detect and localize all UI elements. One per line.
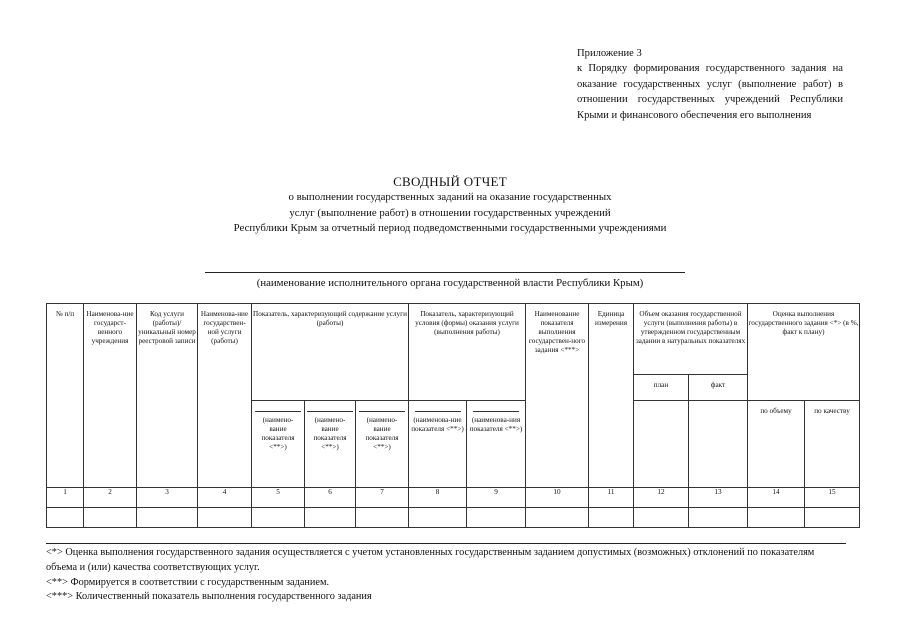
empty-cell <box>137 508 198 528</box>
header-plan: план <box>634 375 689 401</box>
indicator-placeholder-9 <box>467 401 526 488</box>
indicator-placeholder-7-text: (наимено-вание показателя <**>) <box>365 416 399 451</box>
header-content-indicator: Показатель, характеризующий содержание услуги (работы) <box>252 304 409 401</box>
header-unit: Единица измерения <box>589 304 634 488</box>
column-number: 8 <box>409 488 467 508</box>
report-title: СВОДНЫЙ ОТЧЕТ <box>393 174 507 189</box>
column-number: 12 <box>634 488 689 508</box>
header-institution: Наименова-ние государст-венного учреждения <box>84 304 137 488</box>
empty-cell <box>198 508 252 528</box>
empty-cell <box>634 508 689 528</box>
footnotes <box>46 543 846 605</box>
footnote-3: <***> Количественный показатель выполнения государственного задания <box>46 591 372 603</box>
fact-cell <box>689 401 748 488</box>
header-by-quality: по качеству <box>805 401 860 488</box>
empty-cell <box>409 508 467 528</box>
empty-cell <box>805 508 860 528</box>
header-volume: Объем оказания государственной услуги (выполнения работы) в утвержденном государственным задании в натуральных показателях <box>634 304 748 375</box>
header-service-code: Код услуги (работы)/ уникальный номер реестровой записи <box>137 304 198 488</box>
report-subtitle-line-3: Республики Крым за отчетный период подведомственными государственными учреждениями <box>233 222 667 235</box>
column-number: 7 <box>356 488 409 508</box>
indicator-placeholder-8 <box>409 401 467 488</box>
column-number: 9 <box>467 488 526 508</box>
org-name-caption: (наименование исполнительного органа государственной власти Республики Крым) <box>256 277 644 289</box>
report-title-block <box>150 174 750 237</box>
footnote-1: <*> Оценка выполнения государственного задания осуществляется с учетом установленных государственным заданием допустимых (возможных) отклонений по показателям объема и (или) качества соответствующих услуг. <box>46 547 815 573</box>
indicator-placeholder-8-text: (наименова-ние показателя <**>) <box>411 416 464 433</box>
empty-cell <box>689 508 748 528</box>
column-number: 1 <box>47 488 84 508</box>
column-number: 3 <box>137 488 198 508</box>
header-service-name: Наименова-ние государствен-ной услуги (работы) <box>198 304 252 488</box>
header-row-number: № п/п <box>47 304 84 488</box>
plan-cell <box>634 401 689 488</box>
header-fact: факт <box>689 375 748 401</box>
report-subtitle-line-1: о выполнении государственных заданий на оказание государственных <box>288 191 612 204</box>
org-name-blank-line <box>205 272 685 273</box>
empty-cell <box>47 508 84 528</box>
indicator-placeholder-6 <box>305 401 356 488</box>
empty-cell <box>526 508 589 528</box>
column-number: 5 <box>252 488 305 508</box>
empty-cell <box>467 508 526 528</box>
indicator-placeholder-9-text: (наименова-ния показателя <**>) <box>469 416 523 433</box>
report-table <box>46 303 860 528</box>
empty-cell <box>84 508 137 528</box>
header-by-volume: по объему <box>748 401 805 488</box>
footnote-2: <**> Формируется в соответствии с государственным заданием. <box>46 576 330 588</box>
indicator-placeholder-7 <box>356 401 409 488</box>
column-number: 10 <box>526 488 589 508</box>
report-subtitle-line-2: услуг (выполнение работ) в отношении государственных учреждений <box>289 206 611 219</box>
annex-title: Приложение 3 <box>577 48 642 59</box>
column-number: 15 <box>805 488 860 508</box>
indicator-placeholder-5-text: (наимено-вание показателя <**>) <box>261 416 295 451</box>
empty-cell <box>305 508 356 528</box>
header-indicator-name: Наименование показателя выполнения государствен-ного задания <***> <box>526 304 589 488</box>
column-number: 14 <box>748 488 805 508</box>
column-number: 2 <box>84 488 137 508</box>
empty-cell <box>356 508 409 528</box>
empty-cell <box>748 508 805 528</box>
indicator-placeholder-5 <box>252 401 305 488</box>
empty-cell <box>252 508 305 528</box>
column-number: 6 <box>305 488 356 508</box>
empty-cell <box>589 508 634 528</box>
indicator-placeholder-6-text: (наимено-вание показателя <**>) <box>313 416 347 451</box>
column-number: 4 <box>198 488 252 508</box>
column-number: 11 <box>589 488 634 508</box>
annex-heading <box>577 46 843 123</box>
header-assessment: Оценка выполнения государственного задания <*> (в %, факт к плану) <box>748 304 860 401</box>
header-condition-indicator: Показатель, характеризующий условия (формы) оказания услуги (выполнения работы) <box>409 304 526 401</box>
column-number: 13 <box>689 488 748 508</box>
annex-reference: к Порядку формирования государственного задания на оказание государственных услуг (выполнение работ) в отношении государственных учреждений Республики Крыми и финансового обеспечения его выполнения <box>577 63 843 121</box>
